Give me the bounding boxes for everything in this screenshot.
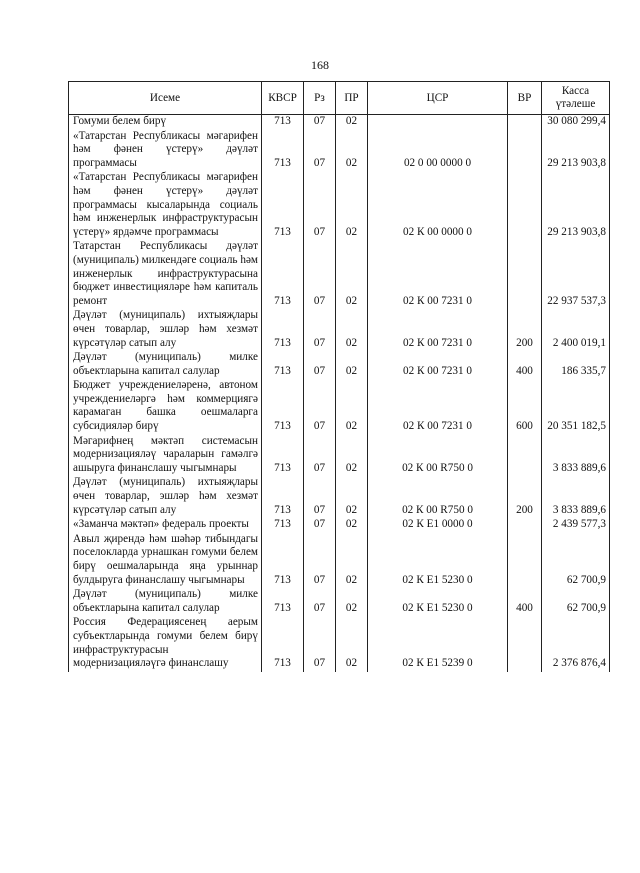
cell-pr: 02 (336, 171, 368, 240)
cell-vr: 200 (508, 309, 542, 351)
cell-csr: 02 0 00 0000 0 (368, 130, 508, 172)
cell-amount: 186 335,7 (542, 351, 610, 379)
cell-name: Авыл җирендә һәм шәһәр тибындагы поселокларда урнашкан гомуми белем бирү оешмаларында яңа урыннар булдыруга финанслашу чыгымнары (69, 533, 262, 588)
column-header-cash: Касса үтәлеше (542, 82, 610, 115)
cell-pr: 02 (336, 435, 368, 477)
cell-csr: 02 К Е1 5239 0 (368, 616, 508, 671)
cell-amount: 3 833 889,6 (542, 476, 610, 518)
cell-amount: 2 439 577,3 (542, 518, 610, 533)
cell-vr (508, 171, 542, 240)
cell-kvsr: 713 (262, 588, 304, 616)
cell-pr: 02 (336, 379, 368, 434)
cell-pr: 02 (336, 476, 368, 518)
cell-name: Дәүләт (муниципаль) милке объектларына капитал салулар (69, 351, 262, 379)
cell-amount: 3 833 889,6 (542, 435, 610, 477)
cell-vr: 600 (508, 379, 542, 434)
cell-amount: 62 700,9 (542, 588, 610, 616)
page-number: 168 (311, 58, 329, 72)
cell-pr: 02 (336, 351, 368, 379)
cell-name: Гомуми белем бирү (69, 115, 262, 130)
cell-vr (508, 115, 542, 130)
table-row (69, 518, 610, 533)
cell-amount: 22 937 537,3 (542, 240, 610, 309)
cell-name: Дәүләт (муниципаль) ихтыяҗлары өчен товарлар, эшләр һәм хезмәт күрсәтүләр сатып алу (69, 309, 262, 351)
column-header-csr: ЦСР (368, 82, 508, 115)
table-row (69, 171, 610, 240)
cell-csr: 02 К 00 7231 0 (368, 379, 508, 434)
table-row (69, 309, 610, 351)
cell-csr (368, 115, 508, 130)
cell-name: Мәгарифнең мәктәп системасын модернизацияләү чараларын гамәлгә ашыруга финанслашу чыгымнары (69, 435, 262, 477)
cell-csr: 02 К 00 R750 0 (368, 435, 508, 477)
cell-name: «Татарстан Республикасы мәгарифен һәм фәнен үстерү» дәүләт программасы (69, 130, 262, 172)
budget-table (68, 81, 610, 672)
cell-name: «Заманча мәктәп» федераль проекты (69, 518, 262, 533)
cell-vr (508, 130, 542, 172)
cell-kvsr: 713 (262, 351, 304, 379)
cell-pr: 02 (336, 616, 368, 671)
cell-amount: 20 351 182,5 (542, 379, 610, 434)
table-row (69, 115, 610, 130)
table-row (69, 533, 610, 588)
cell-vr (508, 616, 542, 671)
cell-csr: 02 К Е1 5230 0 (368, 588, 508, 616)
table-header (69, 82, 610, 115)
cell-pr: 02 (336, 240, 368, 309)
cell-pr: 02 (336, 130, 368, 172)
table-row (69, 476, 610, 518)
cell-rz: 07 (304, 115, 336, 130)
cell-kvsr: 713 (262, 240, 304, 309)
cell-rz: 07 (304, 351, 336, 379)
table-row (69, 130, 610, 172)
cell-rz: 07 (304, 130, 336, 172)
cell-amount: 29 213 903,8 (542, 130, 610, 172)
cell-csr: 02 К 00 7231 0 (368, 240, 508, 309)
cell-rz: 07 (304, 616, 336, 671)
cell-rz: 07 (304, 171, 336, 240)
cell-vr (508, 518, 542, 533)
cell-rz: 07 (304, 435, 336, 477)
cell-kvsr: 713 (262, 616, 304, 671)
column-header-pr: ПР (336, 82, 368, 115)
cell-amount: 2 400 019,1 (542, 309, 610, 351)
cell-name: Бюджет учреждениеләренә, автоном учреждениеләргә һәм коммерциягә карамаган башка оешмаларга субсидияләр бирү (69, 379, 262, 434)
cell-rz: 07 (304, 588, 336, 616)
table-row (69, 240, 610, 309)
cell-rz: 07 (304, 379, 336, 434)
table-row (69, 379, 610, 434)
cell-name: Россия Федерациясенең аерым субъектларында гомуми белем бирү инфраструктурасын модернизацияләүгә финанслашу (69, 616, 262, 671)
table-body (69, 115, 610, 672)
cell-kvsr: 713 (262, 379, 304, 434)
cell-amount: 30 080 299,4 (542, 115, 610, 130)
cell-amount: 62 700,9 (542, 533, 610, 588)
cell-kvsr: 713 (262, 435, 304, 477)
cell-csr: 02 К 00 R750 0 (368, 476, 508, 518)
cell-name: Дәүләт (муниципаль) ихтыяҗлары өчен товарлар, эшләр һәм хезмәт күрсәтүләр сатып алу (69, 476, 262, 518)
cell-pr: 02 (336, 518, 368, 533)
column-header-name: Исеме (69, 82, 262, 115)
cell-kvsr: 713 (262, 171, 304, 240)
cell-name: «Татарстан Республикасы мәгарифен һәм фәнен үстерү» дәүләт программасы кысаларында социаль һәм инженерлык инфраструктурасын үстерү» ярдәмче программасы (69, 171, 262, 240)
column-header-vr: ВР (508, 82, 542, 115)
cell-kvsr: 713 (262, 533, 304, 588)
cell-rz: 07 (304, 533, 336, 588)
cell-vr (508, 533, 542, 588)
column-header-rz: Рз (304, 82, 336, 115)
cell-name: Дәүләт (муниципаль) милке объектларына капитал салулар (69, 588, 262, 616)
table-row (69, 351, 610, 379)
cell-kvsr: 713 (262, 115, 304, 130)
cell-pr: 02 (336, 588, 368, 616)
cell-vr (508, 240, 542, 309)
cell-rz: 07 (304, 240, 336, 309)
cell-rz: 07 (304, 309, 336, 351)
cell-kvsr: 713 (262, 476, 304, 518)
cell-kvsr: 713 (262, 309, 304, 351)
cell-csr: 02 К Е1 0000 0 (368, 518, 508, 533)
cell-rz: 07 (304, 476, 336, 518)
cell-pr: 02 (336, 533, 368, 588)
cell-csr: 02 К 00 7231 0 (368, 351, 508, 379)
cell-vr (508, 435, 542, 477)
cell-name: Татарстан Республикасы дәүләт (муниципаль) милкендәге социаль һәм инженерлык инфраструктурасына бюджет инвестицияләре һәм капиталь ремонт (69, 240, 262, 309)
table-row (69, 435, 610, 477)
cell-kvsr: 713 (262, 518, 304, 533)
cell-kvsr: 713 (262, 130, 304, 172)
cell-pr: 02 (336, 115, 368, 130)
cell-csr: 02 К Е1 5230 0 (368, 533, 508, 588)
cell-amount: 2 376 876,4 (542, 616, 610, 671)
cell-csr: 02 К 00 7231 0 (368, 309, 508, 351)
cell-vr: 400 (508, 351, 542, 379)
table-row (69, 588, 610, 616)
cell-amount: 29 213 903,8 (542, 171, 610, 240)
cell-rz: 07 (304, 518, 336, 533)
column-header-kvsr: КВСР (262, 82, 304, 115)
cell-csr: 02 К 00 0000 0 (368, 171, 508, 240)
cell-vr: 200 (508, 476, 542, 518)
cell-vr: 400 (508, 588, 542, 616)
table-row (69, 616, 610, 671)
cell-pr: 02 (336, 309, 368, 351)
